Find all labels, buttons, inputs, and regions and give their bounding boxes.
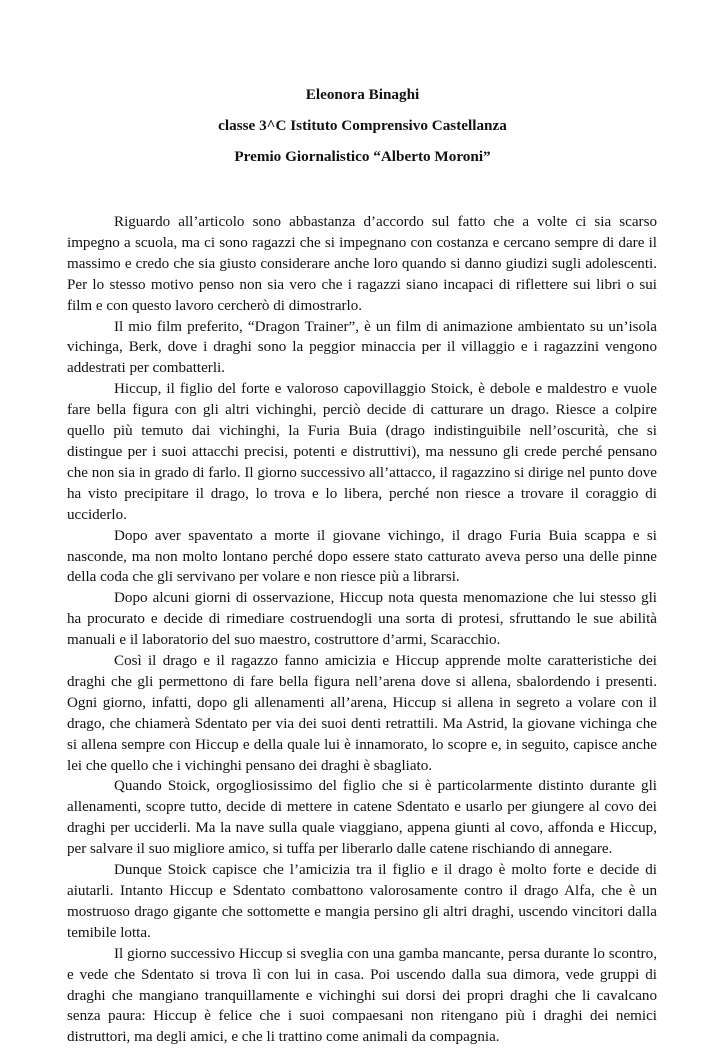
paragraph: Dopo alcuni giorni di osservazione, Hiccup nota questa menomazione che lui stesso gli ha procurato e decide di rimediare costruendogli una sorta di protesi, sfruttando le sue abilità manuali e il laboratorio del suo maestro, costruttore d’armi, Scaracchio. [67,590,657,649]
paragraph: Dunque Stoick capisce che l’amicizia tra il figlio e il drago è molto forte e decide di aiutarli. Intanto Hiccup e Sdentato combattono valorosamente contro il drago Alfa, che è un mostruoso drago gigante che sottomette e mangia persino gli altri draghi, uscendo vincitori dalla temibile lotta. [67,862,657,941]
paragraph: Hiccup, il figlio del forte e valoroso capovillaggio Stoick, è debole e maldestro e vuole fare bella figura con gli altri vichinghi, perciò decide di catturare un drago. Riesce a colpire quello più temuto dai vichinghi, la Furia Buia (drago indistinguibile nell’oscurità, che si distingue per i suoi attacchi precisi, potenti e distruttivi), ma nessuno gli crede perché pensano che non sia in grado di farlo. Il giorno successivo all’attacco, il ragazzino si dirige nel punto dove ha visto precipitare il drago, lo trova e lo libera, perché non riesce a trovare il coraggio di ucciderlo. [67,381,657,523]
class-school: classe 3^C Istituto Comprensivo Castellanza [218,117,507,134]
paragraph: Dopo aver spaventato a morte il giovane vichingo, il drago Furia Buia scappa e si nasconde, ma non molto lontano perché dopo essere stato catturato aveva perso una delle pinne della coda che gli servivano per volare e non riesce più a librarsi. [67,527,657,586]
award-title: Premio Giornalistico “Alberto Moroni” [234,148,491,165]
paragraph: Quando Stoick, orgogliosissimo del figlio che si è particolarmente distinto durante gli allenamenti, scopre tutto, decide di mettere in catene Sdentato e usarlo per giungere al covo dei draghi per ucciderli. Ma la nave sulla quale viaggiano, appena giunti al covo, affonda e Hiccup, per salvare il suo migliore amico, si tuffa per liberarlo dalle catene rischiando di annegare. [67,778,657,858]
paragraph: Riguardo all’articolo sono abbastanza d’accordo sul fatto che a volte ci sia scarso impegno a scuola, ma ci sono ragazzi che si impegnano con costanza e cercano sempre di dare il massimo e credo che sia giusto considerare anche loro quando si danno giudizi sugli adolescenti. Per lo stesso motivo penso non sia vero che i ragazzi siano incapaci di riflettere sui libri o sui film e con questo lavoro cercherò di dimostrarlo. [67,214,657,314]
document-header [0,85,725,178]
paragraph: Così il drago e il ragazzo fanno amicizia e Hiccup apprende molte caratteristiche dei draghi che gli permettono di fare bella figura nell’arena dove si allena, sbalordendo i presenti. Ogni giorno, infatti, dopo gli allenamenti all’arena, Hiccup si allena in segreto a volare con il drago, che chiamerà Sdentato per via dei suoi denti retrattili. Ma Astrid, la giovane vichinga che si allena sempre con Hiccup e della quale lui è innamorato, lo scopre e, in seguito, capisce anche lei che quello che i vichinghi pensano dei draghi è sbagliato. [67,653,657,774]
paragraph: Il giorno successivo Hiccup si sveglia con una gamba mancante, persa durante lo scontro, e vede che Sdentato si trova lì con lui in casa. Poi uscendo dalla sua dimora, vede gruppi di draghi che mangiano tranquillamente e vichinghi sui dorsi dei propri draghi che li cavalcano senza paura: Hiccup è felice che i suoi compaesani non ritengano più i draghi dei nemici distruttori, ma degli amici, e che li trattino come animali da compagnia. [67,945,657,1046]
paragraph: Il mio film preferito, “Dragon Trainer”, è un film di animazione ambientato su un’isola vichinga, Berk, dove i draghi sono la peggior minaccia per il villaggio e i ragazzini vengono addestrati per combatterli. [67,318,657,377]
document-body [67,212,657,1048]
author-name: Eleonora Binaghi [305,86,420,103]
